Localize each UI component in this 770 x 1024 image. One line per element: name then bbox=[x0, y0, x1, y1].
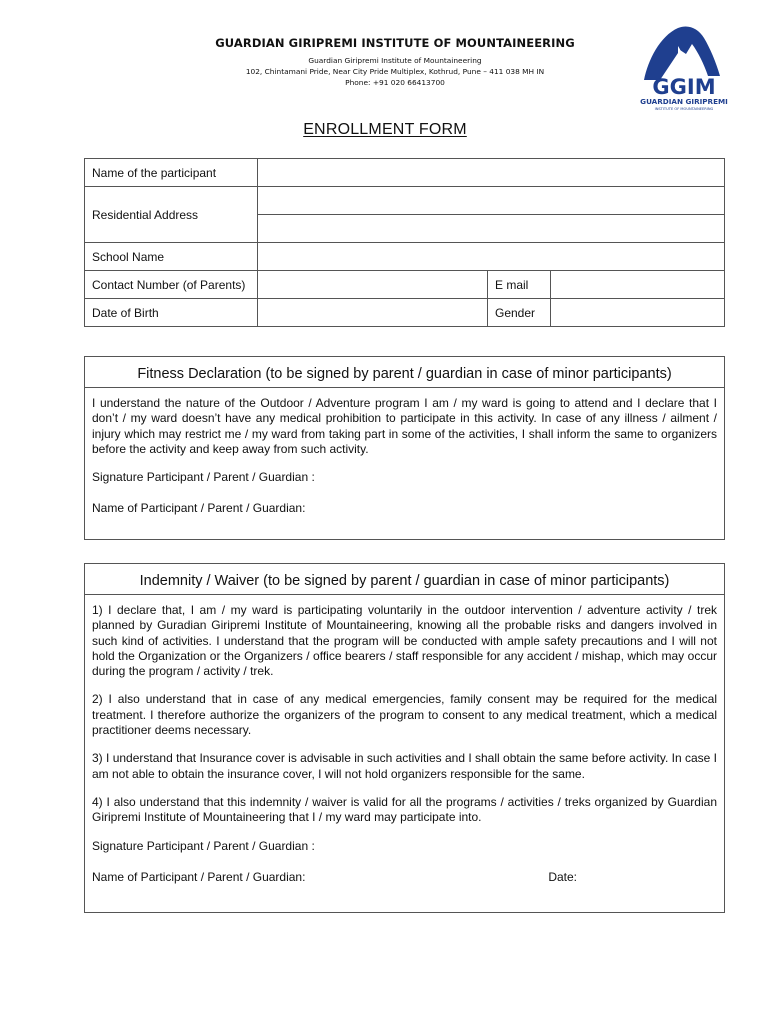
document-header bbox=[150, 36, 640, 88]
participant-name-label: Name of the participant bbox=[85, 159, 258, 187]
address-label: Residential Address bbox=[85, 187, 258, 243]
indemnity-clause: 1) I declare that, I am / my ward is participating voluntarily in the outdoor intervention / adventure activity / trek planned by Guradian Giripremi Institute of Mountaineering, knowing all the probable risks and dangers involved in such kind of activities. I understand that the program will be conducted with ample safety precautions and I will not hold the Organization or the Organizers / office bearers / staff responsible for any accident / mishap, which may occur during the program / activity / trek. bbox=[92, 603, 717, 679]
ggim-logo bbox=[638, 24, 730, 112]
indemnity-clause: 4) I also understand that this indemnity / waiver is valid for all the programs / activities / treks organized by Guardian Giripremi Institute of Mountaineering that I / my ward may participate into. bbox=[92, 794, 717, 825]
indemnity-name-field[interactable]: Name of Participant / Parent / Guardian: bbox=[92, 869, 306, 884]
school-input[interactable] bbox=[258, 243, 725, 271]
gender-label: Gender bbox=[488, 299, 551, 327]
form-title: ENROLLMENT FORM bbox=[303, 121, 467, 138]
mountain-icon bbox=[644, 26, 720, 80]
address-input-line-1[interactable] bbox=[258, 187, 725, 215]
logo-text: GGIM bbox=[652, 75, 716, 99]
org-name-small: Guardian Giripremi Institute of Mountaineering bbox=[308, 56, 482, 65]
org-address: 102, Chintamani Pride, Near City Pride Multiplex, Kothrud, Pune – 411 038 MH IN bbox=[245, 67, 545, 76]
address-input-line-2[interactable] bbox=[258, 215, 725, 243]
contact-label: Contact Number (of Parents) bbox=[85, 271, 258, 299]
email-input[interactable] bbox=[551, 271, 725, 299]
dob-input[interactable] bbox=[258, 299, 488, 327]
indemnity-waiver-section bbox=[84, 563, 725, 913]
dob-label: Date of Birth bbox=[85, 299, 258, 327]
indemnity-title: Indemnity / Waiver (to be signed by parent / guardian in case of minor participants) bbox=[85, 564, 724, 595]
indemnity-clause: 3) I understand that Insurance cover is advisable in such activities and I shall obtain the same before activity. In case I am not able to obtain the insurance cover, I will not hold organizers responsible for the same. bbox=[92, 751, 717, 781]
fitness-signature-field[interactable]: Signature Participant / Parent / Guardian : bbox=[92, 470, 315, 485]
gender-input[interactable] bbox=[551, 299, 725, 327]
email-label: E mail bbox=[488, 271, 551, 299]
indemnity-date-field[interactable]: Date: bbox=[548, 869, 577, 884]
logo-tagline: INSTITUTE OF MOUNTAINEERING bbox=[654, 107, 714, 111]
school-label: School Name bbox=[85, 243, 258, 271]
logo-caption: GUARDIAN GIRIPREMI bbox=[640, 97, 728, 106]
fitness-text: I understand the nature of the Outdoor / Adventure program I am / my ward is going to attend and I declare that I don’t / my ward doesn’t have any medical prohibition to participate in this activity. In case of any illness / ailment / injury which may restrict me / my ward from taking part in some of the activities, I shall inform the same to organizers before the activity and keep away from such activity. bbox=[92, 396, 717, 456]
org-phone: Phone: +91 020 66413700 bbox=[345, 78, 445, 87]
fitness-declaration-section bbox=[84, 356, 725, 540]
org-name: GUARDIAN GIRIPREMI INSTITUTE OF MOUNTAINEERING bbox=[215, 36, 575, 50]
contact-input[interactable] bbox=[258, 271, 488, 299]
fitness-title: Fitness Declaration (to be signed by parent / guardian in case of minor participants) bbox=[85, 357, 724, 388]
indemnity-clause: 2) I also understand that in case of any medical emergencies, family consent may be required for the medical treatment. I therefore authorize the organizers of the program to consent to any medical treatment, which a medical practitioner deems necessary. bbox=[92, 692, 717, 738]
participant-name-input[interactable] bbox=[258, 159, 725, 187]
indemnity-signature-field[interactable]: Signature Participant / Parent / Guardian : bbox=[92, 838, 315, 853]
participant-info-table bbox=[84, 158, 725, 327]
fitness-name-field[interactable]: Name of Participant / Parent / Guardian: bbox=[92, 501, 306, 516]
